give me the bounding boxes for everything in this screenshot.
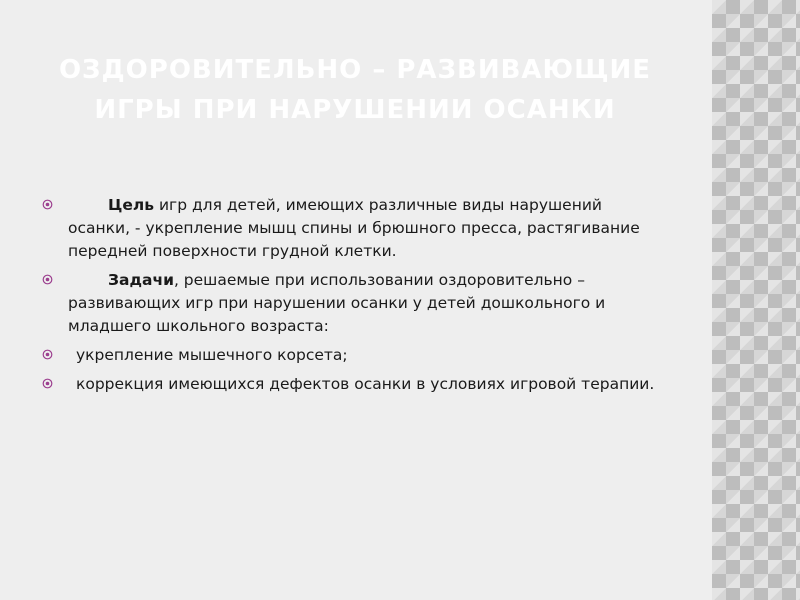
circle-bullet-icon (42, 199, 53, 210)
decorative-pattern-strip (712, 0, 800, 600)
slide-title-line-2: ИГРЫ ПРИ НАРУШЕНИИ ОСАНКИ (94, 95, 616, 125)
bullet-item-goal (38, 194, 668, 263)
circle-bullet-icon (42, 349, 53, 360)
task-2-text: коррекция имеющихся дефектов осанки в условиях игровой терапии. (76, 375, 655, 393)
bullet-item-tasks (38, 269, 668, 338)
task-1-text: укрепление мышечного корсета; (76, 346, 348, 364)
bullet-item-task-1 (38, 344, 668, 367)
bullet-list (38, 194, 668, 402)
goal-label: Цель (108, 196, 155, 214)
goal-text: игр для детей, имеющих различные виды нарушений осанки, - укрепление мышц спины и брюшного пресса, растягивание передней поверхности грудной клетки. (68, 196, 640, 260)
slide-title-line-1: ОЗДОРОВИТЕЛЬНО – РАЗВИВАЮЩИЕ (58, 55, 652, 85)
circle-bullet-icon (42, 378, 53, 389)
bullet-item-task-2 (38, 373, 668, 396)
tasks-text: , решаемые при использовании оздоровительно – развивающих игр при нарушении осанки у детей дошкольного и младшего школьного возраста: (68, 271, 606, 335)
tasks-label: Задачи (108, 271, 174, 289)
circle-bullet-icon (42, 274, 53, 285)
slide-title (40, 50, 670, 130)
